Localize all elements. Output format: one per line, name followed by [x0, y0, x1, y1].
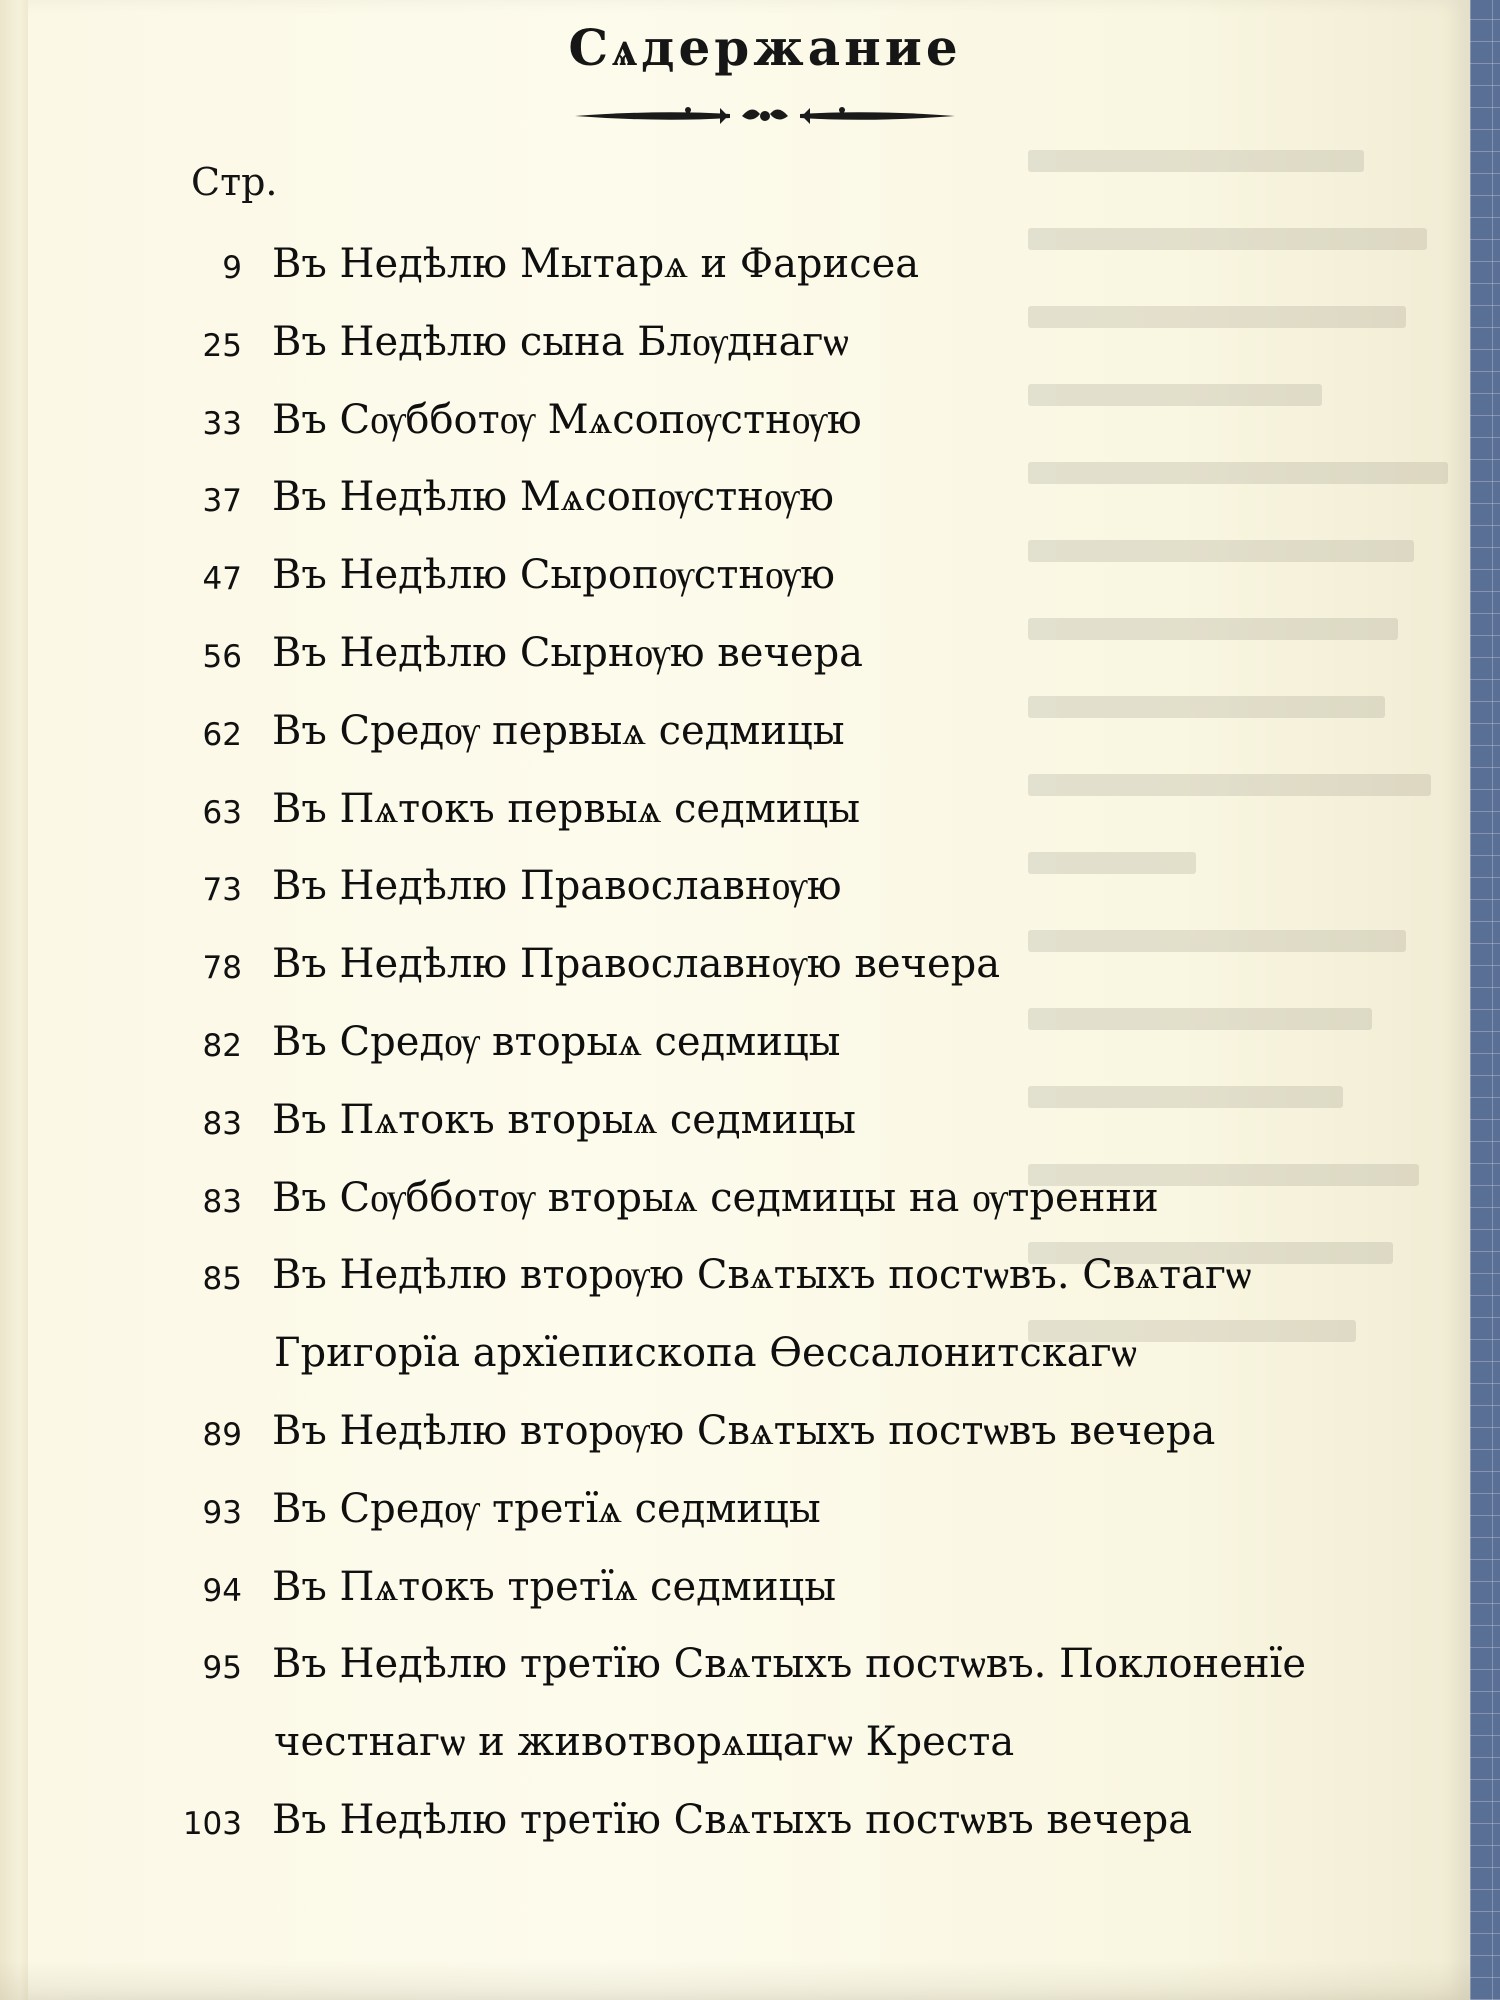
toc-entry-title: Въ Недѣлю Мытарѧ и Фарисеа	[272, 241, 920, 287]
toc-page-number: 83	[202, 1183, 242, 1220]
toc-page-number: 47	[202, 561, 242, 598]
toc-entry-title: Въ Сѹбботѹ вторыѧ седмицы на ѹтренни	[272, 1174, 1159, 1221]
toc-page-number: 89	[202, 1417, 242, 1453]
toc-entry	[0, 236, 1400, 296]
toc-entry-title: Въ Недѣлю третїю Свѧтыхъ постѡвъ вечера	[272, 1797, 1193, 1843]
toc-entry	[0, 936, 1400, 996]
toc-entry-title: Въ Недѣлю Сыропѹстнѹю	[272, 552, 836, 599]
toc-page-number: 73	[202, 872, 242, 909]
toc-entry-title: Въ Недѣлю Мѧсопѹстнѹю	[272, 474, 834, 521]
toc-entry	[0, 625, 1400, 685]
toc-page-number: 78	[202, 950, 242, 987]
page-title: Сѧдержание	[568, 18, 962, 77]
toc-entry-title: Въ Пѧтокъ вторыѧ седмицы	[272, 1096, 856, 1143]
toc-entry-title: Въ Недѣлю сына Блѹднагѡ	[272, 318, 849, 365]
toc-entry-continuation: честнагѡ и животворѧщагѡ Креста	[274, 1719, 1015, 1766]
toc-entry	[0, 314, 1400, 374]
toc-entry	[0, 547, 1400, 607]
toc-entry-title: Въ Недѣлю Православнѹю	[272, 863, 842, 910]
toc-page-number: 63	[202, 794, 242, 831]
desk-surface	[1470, 0, 1500, 2000]
toc-page-number: 93	[202, 1494, 242, 1531]
toc-entry	[0, 1636, 1400, 1696]
toc-page-number: 83	[202, 1105, 242, 1142]
toc-entry-title: Въ Недѣлю вторѹю Свѧтыхъ постѡвъ вечера	[272, 1408, 1216, 1454]
toc-entry	[0, 1092, 1400, 1152]
toc-page-number: 37	[202, 483, 242, 520]
toc-page-number: 25	[202, 327, 242, 364]
toc-entry-title: Въ Недѣлю Православнѹю вечера	[272, 941, 1001, 988]
page-column-label: Стр.	[191, 160, 278, 204]
toc-entry-title: Въ Недѣлю третїю Свѧтыхъ постѡвъ. Поклоненїе	[272, 1641, 1307, 1688]
toc-page-number: 85	[202, 1261, 242, 1298]
toc-entry	[0, 1481, 1400, 1541]
toc-entry-title: Въ Средѹ третїѧ седмицы	[272, 1485, 821, 1532]
toc-page-number: 94	[202, 1572, 242, 1609]
toc-page-number: 33	[202, 405, 242, 442]
toc-entry	[0, 781, 1400, 841]
toc-entry	[0, 1170, 1400, 1230]
toc-entry	[0, 1792, 1400, 1852]
toc-page-number: 62	[202, 716, 242, 753]
toc-entry-title: Въ Пѧтокъ третїѧ седмицы	[272, 1563, 837, 1610]
toc-entry-title: Въ Недѣлю Сырнѹю вечера	[272, 630, 864, 676]
toc-page-number: 9	[222, 250, 242, 286]
toc-entry	[0, 392, 1400, 452]
toc-entry	[0, 1403, 1400, 1463]
toc-entry-title: Въ Средѹ вторыѧ седмицы	[272, 1019, 841, 1065]
toc-entry	[0, 1014, 1400, 1074]
toc-entry-title: Въ Средѹ первыѧ седмицы	[272, 707, 845, 754]
toc-entry	[0, 469, 1400, 529]
toc-page-number: 56	[202, 639, 242, 675]
toc-entry-title: Въ Сѹбботѹ Мѧсопѹстнѹю	[272, 396, 862, 443]
toc-entry-title: Въ Пѧтокъ первыѧ седмицы	[272, 785, 861, 832]
toc-entry-continuation: Григорїа архїепископа Ѳессалонитскагѡ	[274, 1330, 1137, 1377]
toc-page-number: 95	[202, 1650, 242, 1687]
toc-entry	[0, 1559, 1400, 1619]
toc-entry	[0, 1247, 1400, 1307]
toc-page-number: 82	[202, 1028, 242, 1064]
toc-entry	[0, 858, 1400, 918]
toc-entry	[0, 703, 1400, 763]
toc-page-number: 103	[182, 1806, 242, 1842]
toc-entry-title: Въ Недѣлю вторѹю Свѧтыхъ постѡвъ. Свѧтагѡ	[272, 1252, 1252, 1299]
